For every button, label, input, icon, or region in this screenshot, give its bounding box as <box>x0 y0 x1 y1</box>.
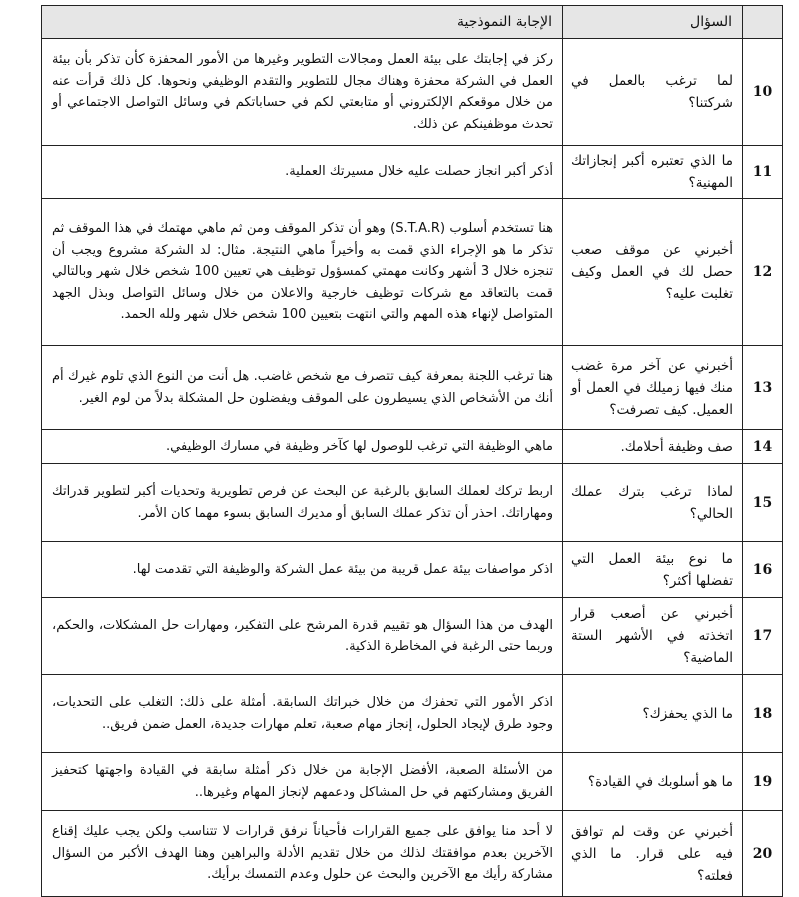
header-number <box>743 6 783 39</box>
table-row <box>42 346 783 430</box>
row-answer: أذكر أكبر انجاز حصلت عليه خلال مسيرتك العملية. <box>42 146 563 199</box>
table-row <box>42 464 783 542</box>
table-row <box>42 753 783 811</box>
row-number: 17 <box>743 598 783 675</box>
row-question: لما ترغب بالعمل في شركتنا؟ <box>563 39 743 146</box>
row-answer: اذكر الأمور التي تحفزك من خلال خبراتك السابقة. أمثلة على ذلك: التغلب على التحديات، وجود طرق لإيجاد الحلول، إنجاز مهام صعبة، تعلم مهارات جديدة، العمل ضمن فريق.. <box>42 675 563 753</box>
row-question: أخبرني عن آخر مرة غضب منك فيها زميلك في العمل أو العميل. كيف تصرفت؟ <box>563 346 743 430</box>
table-row <box>42 811 783 897</box>
row-number: 16 <box>743 542 783 598</box>
row-answer: هنا تستخدم أسلوب (S.T.A.R) وهو أن تذكر الموقف ومن ثم ماهي مهتمك في هذا الموقف ثم تذكر ما هو الإجراء الذي قمت به وأخيراً ماهي النتيجة. مثال: لد الشركة مشروع ويجب أن تنجزه خلال 3 أشهر وكانت مهمتي كمسؤول توظيف هي تعيين 100 شخص خلال شهر وبالتالي قمت بالتعاقد مع شركات توظيف خارجية والاعلان من خلال وسائل التواصل وبذل الجهد المتواصل لإنهاء هذه المهم والتي انتهت بتعيين 100 شخص خلال شهر ولله الحمد. <box>42 199 563 346</box>
row-question: ما نوع بيئة العمل التي تفضلها أكثر؟ <box>563 542 743 598</box>
row-question: أخبرني عن موقف صعب حصل لك في العمل وكيف تغلبت عليه؟ <box>563 199 743 346</box>
row-number: 14 <box>743 430 783 464</box>
row-number: 18 <box>743 675 783 753</box>
row-question: ما هو أسلوبك في القيادة؟ <box>563 753 743 811</box>
table-row <box>42 199 783 346</box>
row-question: أخبرني عن أصعب قرار اتخذته في الأشهر الستة الماضية؟ <box>563 598 743 675</box>
interview-qa-table <box>41 5 783 897</box>
table-row <box>42 598 783 675</box>
row-question: لماذا ترغب بترك عملك الحالي؟ <box>563 464 743 542</box>
row-question: ما الذي تعتبره أكبر إنجازاتك المهنية؟ <box>563 146 743 199</box>
row-answer: الهدف من هذا السؤال هو تقييم قدرة المرشح على التفكير، ومهارات حل المشكلات، والحكم، وربما حتى الرغبة في المخاطرة الذكية. <box>42 598 563 675</box>
table-row <box>42 430 783 464</box>
header-question: السؤال <box>563 6 743 39</box>
table-row <box>42 675 783 753</box>
row-answer: لا أحد منا يوافق على جميع القرارات فأحياناً نرفق قرارات لا تتناسب ولكن يجب عليك إقناع الآخرين بعدم موافقتك لذلك من خلال تقديم الأدلة والبراهين وهنا الهدف الأكبر من السؤال مشاركة رأيك مع الآخرين والبحث عن حلول وعدم التمسك برأيك. <box>42 811 563 897</box>
row-number: 13 <box>743 346 783 430</box>
table-row <box>42 146 783 199</box>
row-answer: ماهي الوظيفة التي ترغب للوصول لها كآخر وظيفة في مسارك الوظيفي. <box>42 430 563 464</box>
row-answer: اربط تركك لعملك السابق بالرغبة عن البحث عن فرص تطويرية وتحديات أكبر لتطوير قدراتك ومهاراتك. احذر أن تذكر عملك السابق أو مديرك السابق بسوء مهما كان الأمر. <box>42 464 563 542</box>
table-header-row <box>42 6 783 39</box>
row-number: 12 <box>743 199 783 346</box>
row-number: 20 <box>743 811 783 897</box>
row-number: 19 <box>743 753 783 811</box>
row-question: ما الذي يحفزك؟ <box>563 675 743 753</box>
row-number: 15 <box>743 464 783 542</box>
row-number: 10 <box>743 39 783 146</box>
row-question: صف وظيفة أحلامك. <box>563 430 743 464</box>
row-answer: اذكر مواصفات بيئة عمل قريبة من بيئة عمل الشركة والوظيفة التي تقدمت لها. <box>42 542 563 598</box>
row-question: أخبرني عن وقت لم توافق فيه على قرار. ما الذي فعلته؟ <box>563 811 743 897</box>
table-row <box>42 39 783 146</box>
row-answer: ركز في إجابتك على بيئة العمل ومجالات التطوير وغيرها من الأمور المحفزة كأن تذكر بأن بيئة العمل في الشركة محفزة وهناك مجال للتطوير والتقدم الوظيفي ونحوها. كل ذلك قرأت عنه من خلال موقعكم الإلكتروني أو متابعتي لكم في حساباتكم في وسائل التواصل الاجتماعي أو تحدث موظفينكم عن ذلك. <box>42 39 563 146</box>
header-answer: الإجابة النموذجية <box>42 6 563 39</box>
table-row <box>42 542 783 598</box>
row-answer: هنا ترغب اللجنة بمعرفة كيف تتصرف مع شخص غاضب. هل أنت من النوع الذي تلوم غيرك أم أنك من الأشخاص الذي يسيطرون على الموقف ويفضلون حل المشكلة بدلاً من لوم الغير. <box>42 346 563 430</box>
row-number: 11 <box>743 146 783 199</box>
row-answer: من الأسئلة الصعبة، الأفضل الإجابة من خلال ذكر أمثلة سابقة في القيادة واجهتها كتحفيز الفريق ومشاركتهم في حل المشاكل ودعمهم لإنجاز المهام وغيرها.. <box>42 753 563 811</box>
